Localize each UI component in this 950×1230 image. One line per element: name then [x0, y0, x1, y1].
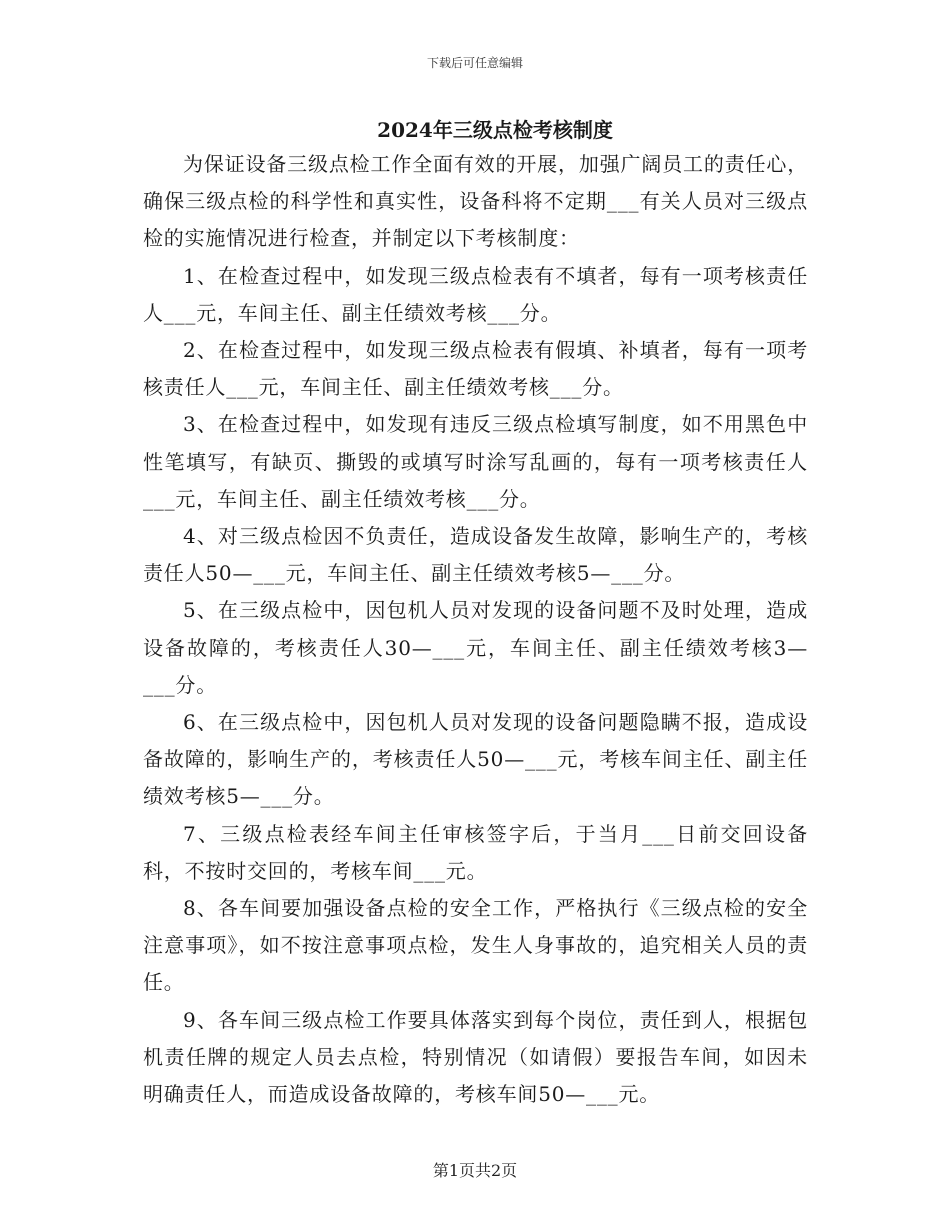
page-number: 第1页共2页	[432, 1161, 518, 1180]
document-title: 2024年三级点检考核制度	[377, 118, 613, 142]
rule-paragraph-5: 5、在三级点检中，因包机人员对发现的设备问题不及时处理，造成设备故障的，考核责任人30—___元，车间主任、副主任绩效考核3—___分。	[143, 598, 808, 697]
rule-paragraph-7: 7、三级点检表经车间主任审核签字后，于当月___日前交回设备科，不按时交回的，考核车间___元。	[143, 821, 808, 883]
rule-paragraph-1: 1、在检查过程中，如发现三级点检表有不填者，每有一项考核责任人___元，车间主任、副主任绩效考核___分。	[143, 263, 808, 325]
rule-paragraph-9: 9、各车间三级点检工作要具体落实到每个岗位，责任到人，根据包机责任牌的规定人员去点检，特别情况（如请假）要报告车间，如因未明确责任人，而造成设备故障的，考核车间50—___元。	[143, 1007, 808, 1107]
intro-paragraph: 为保证设备三级点检工作全面有效的开展，加强广阔员工的责任心，确保三级点检的科学性和真实性，设备科将不定期___有关人员对三级点检的实施情况进行检查，并制定以下考核制度：	[143, 152, 808, 251]
document-body	[143, 146, 808, 1113]
rule-paragraph-6: 6、在三级点检中，因包机人员对发现的设备问题隐瞒不报，造成设备故障的，影响生产的，考核责任人50—___元，考核车间主任、副主任绩效考核5—___分。	[143, 710, 808, 809]
rule-paragraph-2: 2、在检查过程中，如发现三级点检表有假填、补填者，每有一项考核责任人___元，车间主任、副主任绩效考核___分。	[143, 338, 808, 400]
rule-paragraph-4: 4、对三级点检因不负责任，造成设备发生故障，影响生产的，考核责任人50—___元，车间主任、副主任绩效考核5—___分。	[143, 524, 808, 586]
rule-paragraph-3: 3、在检查过程中，如发现有违反三级点检填写制度，如不用黑色中性笔填写，有缺页、撕毁的或填写时涂写乱画的，每有一项考核责任人___元，车间主任、副主任绩效考核___分。	[143, 412, 808, 511]
rule-paragraph-8: 8、各车间要加强设备点检的安全工作，严格执行《三级点检的安全注意事项》，如不按注意事项点检，发生人身事故的，追究相关人员的责任。	[143, 896, 808, 995]
header-note: 下载后可任意编辑	[426, 56, 523, 70]
